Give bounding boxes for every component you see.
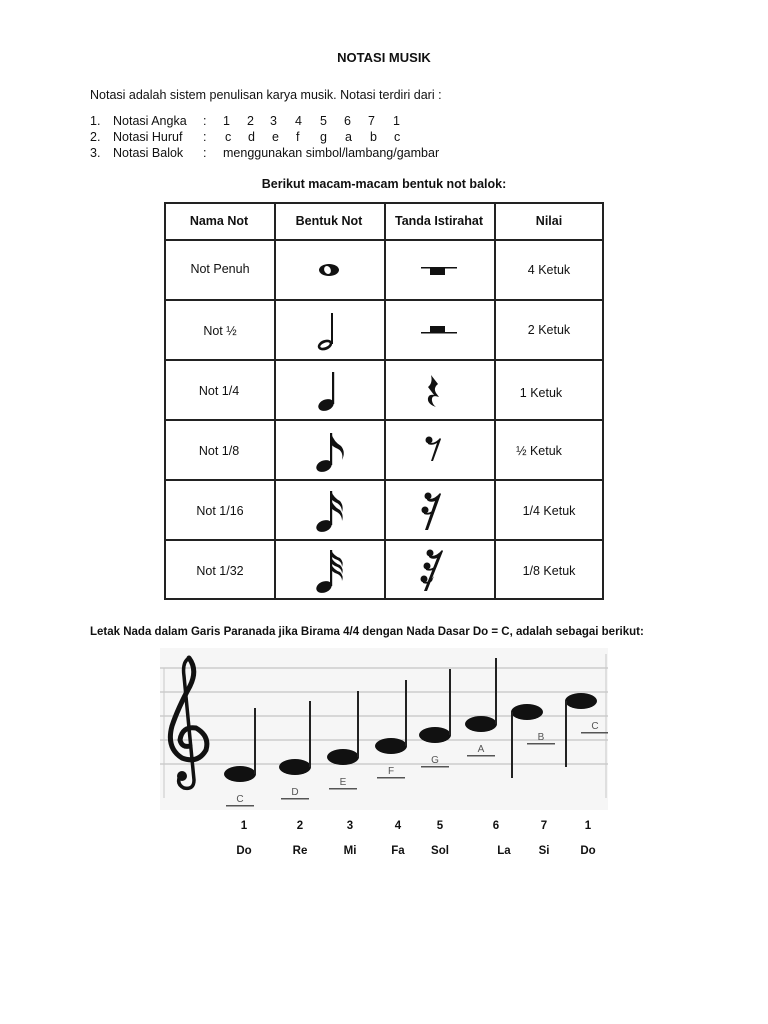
note-letter-label: F: [387, 766, 395, 777]
sixteenth-rest-icon: [420, 490, 444, 534]
note-name-cell: Not Penuh: [190, 262, 250, 276]
list-label: Notasi Huruf: [113, 130, 183, 144]
ledger-line: [581, 732, 608, 734]
note-head: [511, 704, 543, 720]
whole-note-icon: [314, 258, 344, 282]
scale-number: 5: [436, 820, 444, 832]
note-name-cell: Not 1/16: [196, 504, 244, 518]
eighth-note-icon: [312, 430, 348, 474]
page-title: NOTASI MUSIK: [337, 50, 431, 65]
scale-number: 7: [540, 820, 548, 832]
note-stem: [511, 712, 513, 778]
list-number: 3.: [90, 146, 101, 160]
ledger-line: [527, 743, 555, 745]
thirty-second-rest-icon: [418, 547, 446, 595]
note-letter-label: E: [339, 777, 347, 788]
note-letter-label: A: [477, 744, 485, 755]
staff-note-c: [565, 693, 608, 767]
whole-rest-icon: [419, 262, 459, 278]
staff-note-b: [511, 704, 555, 778]
note-stem: [309, 701, 311, 767]
intro-text: Notasi adalah sistem penulisan karya musik. Notasi terdiri dari :: [90, 88, 442, 102]
list-colon: :: [203, 114, 207, 128]
header-nilai: Nilai: [535, 214, 563, 228]
ledger-line: [329, 788, 357, 790]
notation-list-item-huruf: [90, 130, 420, 146]
ledger-line: [281, 798, 309, 800]
note-letter-label: B: [537, 732, 545, 743]
eighth-rest-icon: [424, 434, 444, 464]
angka-value: 1: [393, 114, 400, 128]
ledger-line: [377, 777, 405, 779]
scale-syllable: Mi: [343, 845, 357, 857]
header-bentuk-not: Bentuk Not: [295, 214, 363, 228]
huruf-value: c: [225, 130, 232, 144]
huruf-value: c: [394, 130, 401, 144]
scale-syllable: Sol: [431, 845, 449, 857]
note-stem: [357, 691, 359, 757]
scale-syllable: Do: [236, 845, 252, 857]
huruf-value: f: [296, 130, 300, 144]
note-stem: [565, 701, 567, 767]
quarter-rest-icon: [424, 374, 444, 410]
huruf-value: a: [345, 130, 352, 144]
note-head: [224, 766, 256, 782]
angka-value: 7: [368, 114, 375, 128]
note-value-cell: 2 Ketuk: [527, 323, 571, 337]
note-stem: [449, 669, 451, 735]
huruf-value: e: [272, 130, 279, 144]
note-head: [279, 759, 311, 775]
note-head: [565, 693, 597, 709]
note-stem: [495, 658, 497, 724]
list-label: Notasi Angka: [113, 114, 187, 128]
half-note-icon: [314, 309, 344, 353]
scale-syllable: Re: [292, 845, 308, 857]
notation-list-item-angka: [90, 114, 420, 130]
ledger-line: [421, 766, 449, 768]
note-stem: [405, 680, 407, 746]
note-letter-label: D: [291, 787, 299, 798]
quarter-note-icon: [314, 370, 344, 414]
notation-list-item-balok: [90, 146, 470, 162]
staff-note-c: [224, 708, 256, 807]
thirty-second-note-icon: [312, 547, 348, 595]
scale-syllable: Do: [580, 845, 596, 857]
note-value-cell: 1/4 Ketuk: [522, 504, 576, 518]
staff-caption: Letak Nada dalam Garis Paranada jika Birama 4/4 dengan Nada Dasar Do = C, adalah sebagai berikut:: [90, 626, 644, 638]
note-name-cell: Not 1/8: [198, 444, 240, 458]
angka-value: 4: [295, 114, 302, 128]
scale-number: 2: [296, 820, 304, 832]
note-value-cell: 1/8 Ketuk: [522, 564, 576, 578]
note-head: [465, 716, 497, 732]
note-value-cell: 4 Ketuk: [527, 263, 571, 277]
list-label: Notasi Balok: [113, 146, 184, 160]
scale-number: 6: [492, 820, 500, 832]
note-value-cell: 1 Ketuk: [519, 386, 563, 400]
huruf-value: b: [370, 130, 377, 144]
staff-note-a: [465, 658, 497, 757]
scale-number: 1: [240, 820, 248, 832]
ledger-line: [467, 755, 495, 757]
angka-value: 3: [270, 114, 277, 128]
huruf-value: g: [320, 130, 327, 144]
note-head: [375, 738, 407, 754]
note-table: [164, 202, 604, 600]
list-description: menggunakan simbol/lambang/gambar: [223, 146, 440, 160]
note-letter-label: G: [431, 755, 439, 766]
header-nama-not: Nama Not: [189, 214, 249, 228]
sixteenth-note-icon: [312, 488, 348, 534]
list-colon: :: [203, 130, 207, 144]
list-number: 2.: [90, 130, 101, 144]
scale-number: 1: [584, 820, 592, 832]
note-value-cell: ½ Ketuk: [516, 444, 562, 458]
note-letter-label: C: [236, 794, 244, 805]
angka-value: 2: [247, 114, 254, 128]
table-caption: Berikut macam-macam bentuk not balok:: [261, 177, 507, 191]
scale-number: 3: [346, 820, 354, 832]
angka-value: 5: [320, 114, 327, 128]
staff-drawing: [160, 648, 608, 810]
table-border: [602, 202, 604, 600]
note-name-cell: Not 1/32: [196, 564, 244, 578]
note-name-cell: Not 1/4: [198, 384, 240, 398]
ledger-line: [226, 805, 254, 807]
table-border: [494, 202, 496, 600]
music-staff: [160, 648, 608, 810]
list-colon: :: [203, 146, 207, 160]
note-head: [419, 727, 451, 743]
angka-value: 1: [223, 114, 230, 128]
note-name-cell: Not ½: [203, 324, 237, 338]
treble-clef-icon: [170, 658, 207, 788]
angka-value: 6: [344, 114, 351, 128]
huruf-value: d: [248, 130, 255, 144]
list-number: 1.: [90, 114, 101, 128]
table-border: [384, 202, 386, 600]
scale-syllable: La: [497, 845, 511, 857]
note-stem: [254, 708, 256, 774]
note-head: [327, 749, 359, 765]
half-rest-icon: [419, 322, 459, 338]
scale-syllable: Si: [538, 845, 550, 857]
staff-note-g: [419, 669, 451, 768]
note-letter-label: C: [591, 721, 599, 732]
scale-number: 4: [394, 820, 402, 832]
header-tanda-istirahat: Tanda Istirahat: [395, 214, 483, 228]
scale-syllable: Fa: [391, 845, 405, 857]
